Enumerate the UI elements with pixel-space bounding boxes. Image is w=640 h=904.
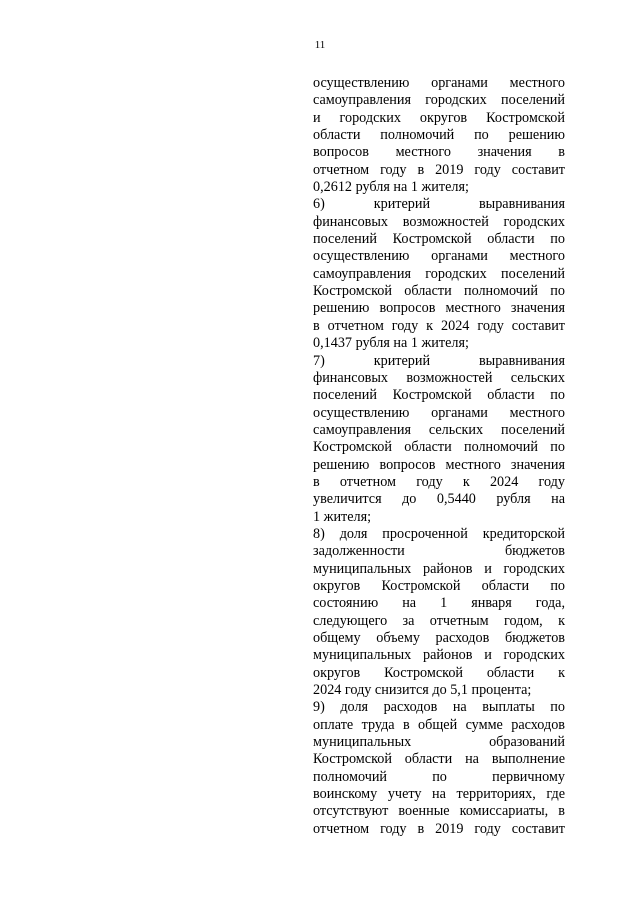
text-line: решению вопросов местного значения [313,300,565,317]
text-line: округов Костромской области по [313,577,565,594]
text-line: поселений Костромской области по [313,231,565,248]
text-line: увеличится до 0,5440 рубля на [313,491,565,508]
text-line: отсутствуют военные комиссариаты, в [313,803,565,820]
text-line: финансовых возможностей городских [313,213,565,230]
text-line: состоянию на 1 января года, [313,595,565,612]
page-number: 11 [314,39,326,51]
text-line: 8) доля просроченной кредиторской [313,525,565,542]
text-line: 6) критерий выравнивания [313,196,565,213]
text-line: муниципальных районов и городских [313,647,565,664]
text-line: в отчетном году к 2024 году составит [313,317,565,334]
text-line: 0,2612 рубля на 1 жителя; [313,179,469,196]
text-line: 2024 году снизится до 5,1 процента; [313,682,532,699]
text-line: 9) доля расходов на выплаты по [313,699,565,716]
text-line: в отчетном году к 2024 году [313,473,565,490]
document-text-column [313,75,565,838]
text-line: вопросов местного значения в [313,144,565,161]
text-line: поселений Костромской области по [313,387,565,404]
text-line: области полномочий по решению [313,127,565,144]
text-line: самоуправления городских поселений [313,92,565,109]
text-line: Костромской области полномочий по [313,283,565,300]
text-line: воинскому учету на территориях, где [313,786,565,803]
text-line: осуществлению органами местного [313,248,565,265]
text-line: 7) критерий выравнивания [313,352,565,369]
text-line: задолженности бюджетов [313,543,565,560]
text-line: следующего за отчетным годом, к [313,612,565,629]
text-line: полномочий по первичному [313,768,565,785]
text-line: самоуправления городских поселений [313,265,565,282]
text-line: оплате труда в общей сумме расходов [313,716,565,733]
text-line: финансовых возможностей сельских [313,369,565,386]
text-line: осуществлению органами местного [313,75,565,91]
text-line: Костромской области полномочий по [313,439,565,456]
text-line: 0,1437 рубля на 1 жителя; [313,335,469,352]
text-line: муниципальных образований [313,734,565,751]
text-line: округов Костромской области к [313,664,565,681]
text-line: общему объему расходов бюджетов [313,630,565,646]
text-line: муниципальных районов и городских [313,560,565,577]
text-line: осуществлению органами местного [313,404,565,421]
text-line: решению вопросов местного значения [313,456,565,473]
text-line: отчетном году в 2019 году составит [313,820,565,837]
text-line: самоуправления сельских поселений [313,421,565,438]
text-line: 1 жителя; [313,508,372,525]
text-line: отчетном году в 2019 году составит [313,161,565,178]
text-line: Костромской области на выполнение [313,751,565,768]
text-line: и городских округов Костромской [313,109,565,126]
